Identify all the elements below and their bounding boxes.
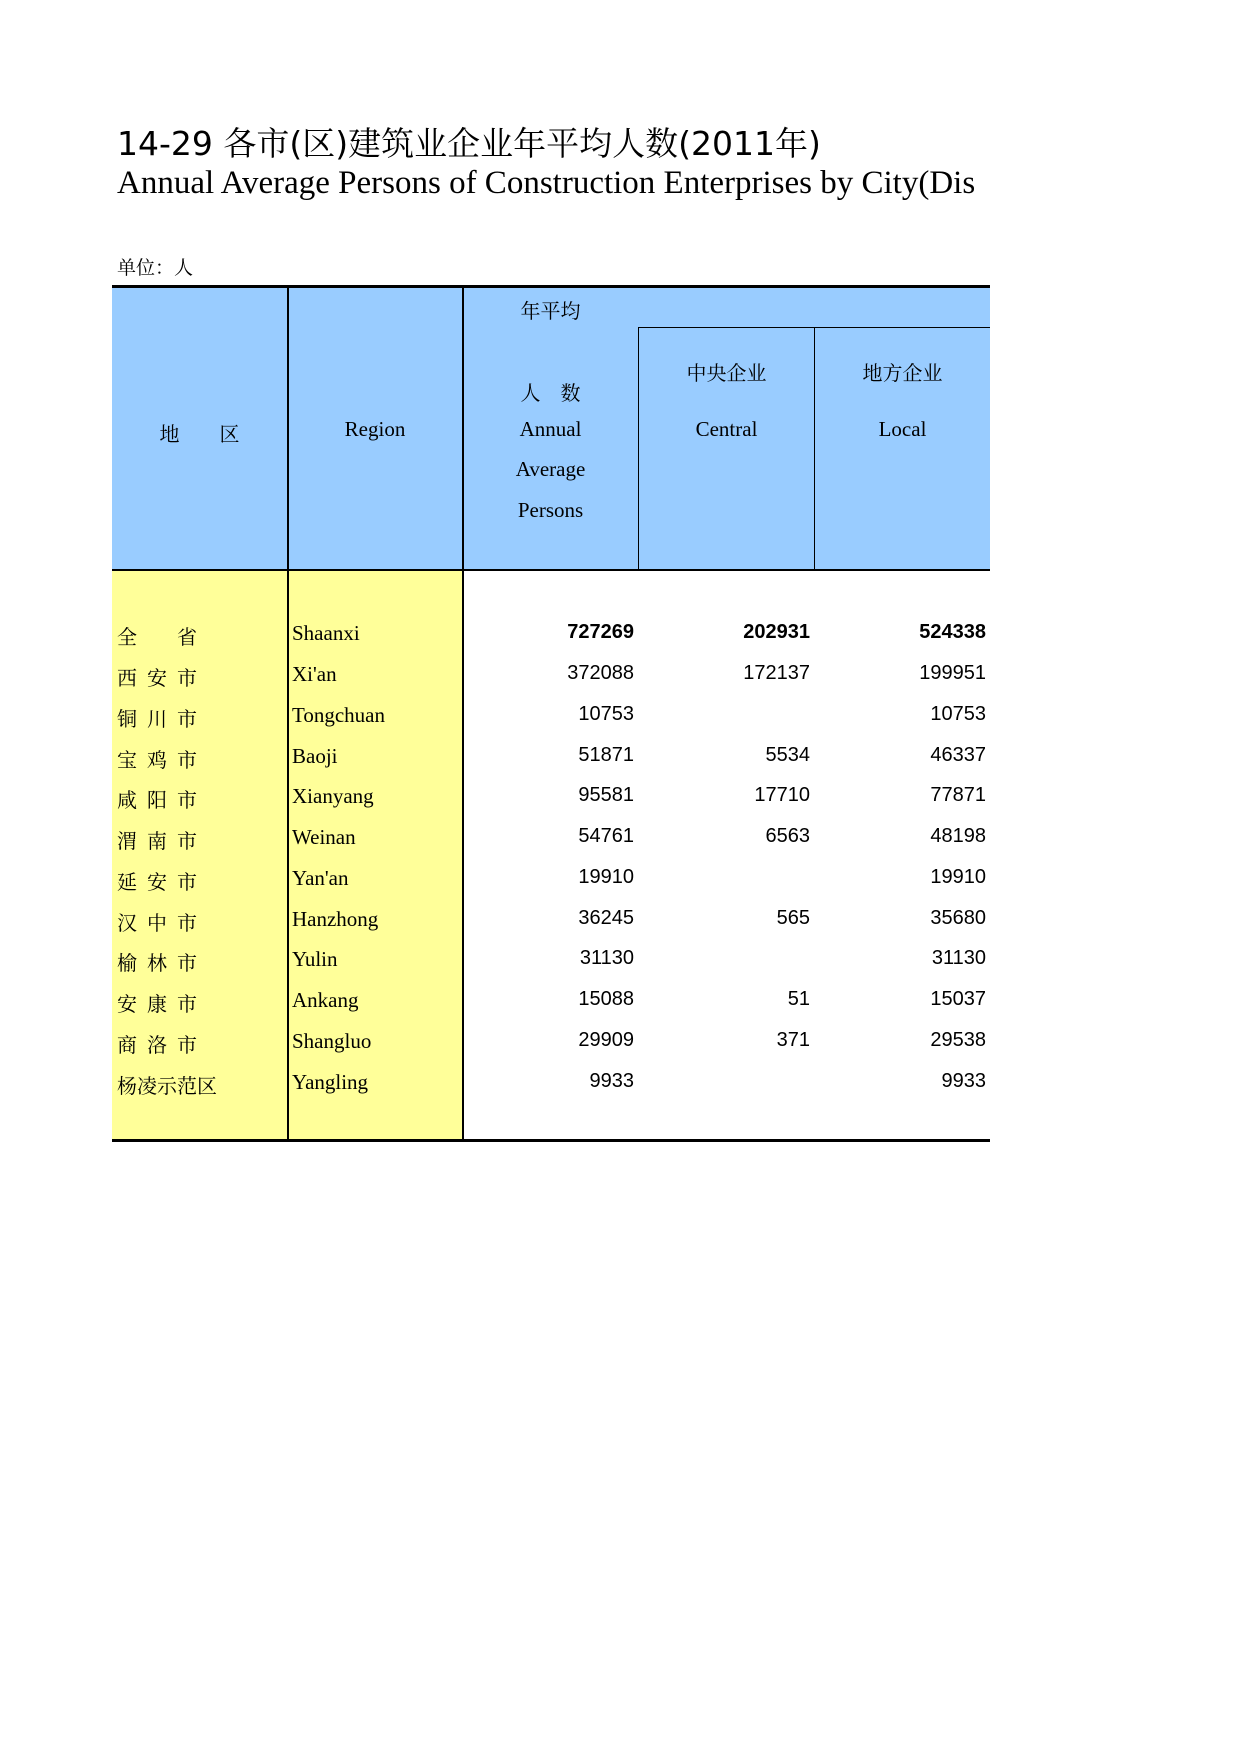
row-central: 371 [776, 1029, 810, 1051]
table-row [112, 776, 990, 816]
row-name: 咸阳市 [117, 788, 207, 812]
table-row-total [112, 613, 990, 653]
row-local: 77871 [930, 784, 986, 806]
row-local: 48198 [930, 825, 986, 847]
row-name: 商洛市 [117, 1033, 207, 1057]
table-row [112, 899, 990, 939]
table-row [112, 939, 990, 979]
header-total-en-line1: Annual [519, 417, 582, 441]
row-local: 19910 [930, 866, 986, 888]
header-region-en: Region [344, 417, 406, 441]
table-row [112, 858, 990, 898]
table-row [112, 1062, 990, 1102]
row-name: 榆林市 [117, 951, 207, 975]
row-central: 172137 [743, 662, 810, 684]
row-central: 202931 [743, 621, 810, 643]
row-region: Ankang [292, 988, 359, 1012]
row-name: 安康市 [117, 992, 207, 1016]
header-total-en-line3: Persons [517, 498, 584, 522]
row-name: 全 省 [117, 625, 197, 649]
table-row [112, 695, 990, 735]
row-local: 9933 [941, 1070, 986, 1092]
row-region: Shangluo [292, 1029, 372, 1053]
row-local: 10753 [930, 703, 986, 725]
row-name: 渭南市 [117, 829, 207, 853]
row-name: 杨凌示范区 [117, 1074, 217, 1098]
row-total: 95581 [578, 784, 634, 806]
row-region: Shaanxi [292, 621, 360, 645]
header-local-en: Local [878, 417, 927, 441]
row-total: 31130 [579, 947, 634, 969]
row-region: Yan'an [292, 866, 349, 890]
row-name: 西安市 [117, 666, 207, 690]
row-local: 15037 [930, 988, 986, 1010]
row-total: 9933 [589, 1070, 634, 1092]
row-name: 宝鸡市 [117, 748, 207, 772]
row-local: 29538 [930, 1029, 986, 1051]
row-region: Baoji [292, 744, 338, 768]
row-region: Hanzhong [292, 907, 379, 931]
row-region: Yulin [292, 947, 338, 971]
row-total: 10753 [578, 703, 634, 725]
row-central: 17710 [754, 784, 810, 806]
row-region: Yangling [292, 1070, 369, 1094]
page-title-en: Annual Average Persons of Construction Enterprises by City(Dis [117, 165, 976, 201]
table-bottom-rule [112, 1139, 990, 1142]
page-title-zh: 14-29 各市(区)建筑业企业年平均人数(2011年) [117, 124, 821, 163]
table-top-rule [112, 285, 990, 288]
header-total-en-line2: Average [515, 457, 586, 481]
row-total: 36245 [578, 907, 634, 929]
header-region-zh: 地 区 [159, 422, 240, 446]
header-local-zh: 地方企业 [862, 361, 943, 385]
row-name: 延安市 [117, 870, 207, 894]
table-row [112, 736, 990, 776]
row-local: 46337 [930, 744, 986, 766]
table-row [112, 654, 990, 694]
data-table [112, 285, 990, 1142]
row-total: 372088 [567, 662, 634, 684]
row-total: 54761 [578, 825, 634, 847]
row-local: 199951 [919, 662, 986, 684]
row-total: 51871 [578, 744, 634, 766]
header-total-zh: 人 数 [520, 381, 581, 405]
header-central-en: Central [695, 417, 758, 441]
row-central: 6563 [765, 825, 810, 847]
row-name: 汉中市 [117, 911, 207, 935]
row-region: Xi'an [292, 662, 337, 686]
row-central: 51 [787, 988, 810, 1010]
table-row [112, 1021, 990, 1061]
row-region: Tongchuan [292, 703, 386, 727]
header-total-zh-top: 年平均 [520, 299, 581, 323]
row-total: 19910 [578, 866, 634, 888]
header-bottom-rule [112, 569, 990, 571]
row-central: 565 [776, 907, 810, 929]
row-central: 5534 [765, 744, 810, 766]
unit-label: 单位：人 [117, 257, 194, 279]
row-region: Xianyang [292, 784, 374, 808]
table-row [112, 817, 990, 857]
row-local: 31130 [931, 947, 986, 969]
row-total: 15088 [578, 988, 634, 1010]
row-total: 29909 [578, 1029, 634, 1051]
header-central-zh: 中央企业 [686, 361, 767, 385]
row-local: 524338 [919, 621, 986, 643]
row-local: 35680 [930, 907, 986, 929]
row-total: 727269 [567, 621, 634, 643]
table-row [112, 980, 990, 1020]
row-region: Weinan [292, 825, 356, 849]
row-name: 铜川市 [117, 707, 207, 731]
